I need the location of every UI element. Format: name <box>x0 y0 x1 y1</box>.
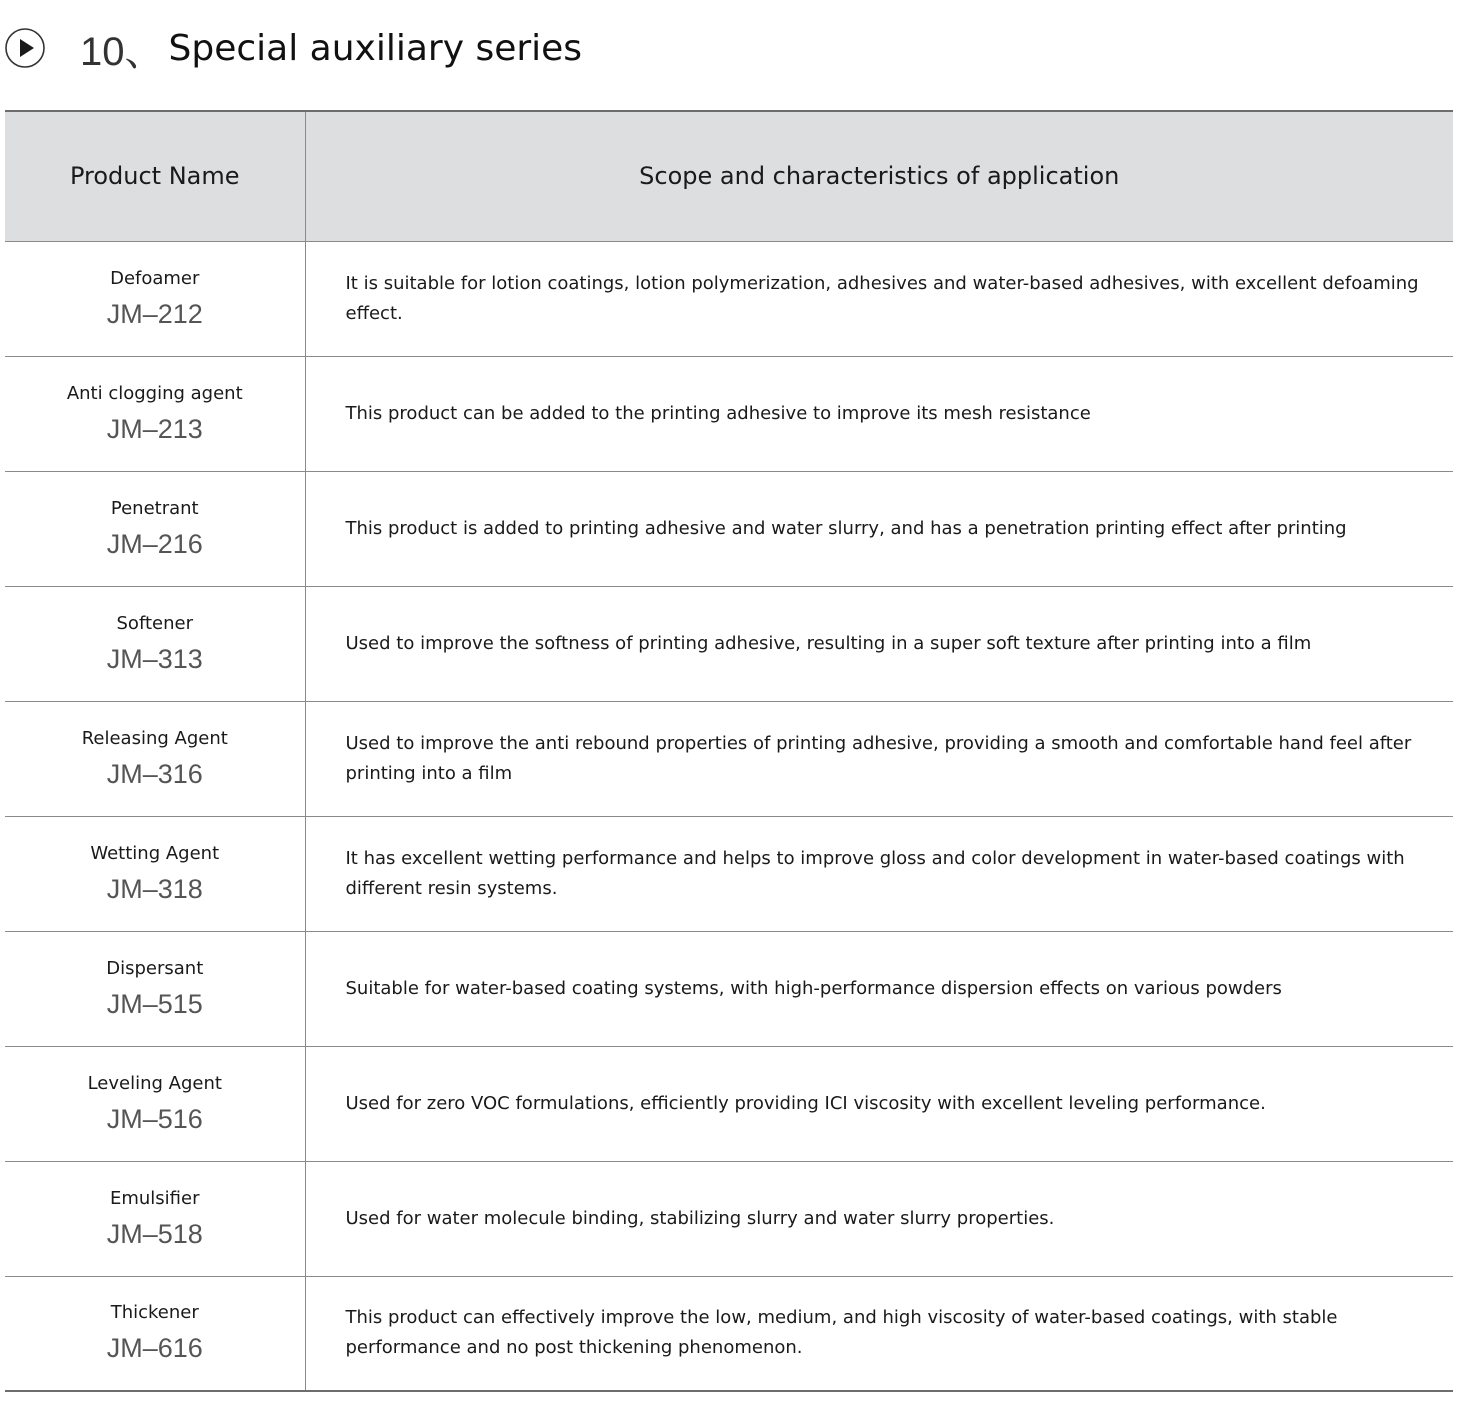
product-name: Dispersant <box>106 957 204 979</box>
product-code: JM–313 <box>106 643 203 674</box>
table-row <box>5 1161 1453 1276</box>
product-name: Leveling Agent <box>87 1072 222 1094</box>
product-code: JM–318 <box>106 873 203 904</box>
product-name: Thickener <box>110 1302 199 1324</box>
product-description: It is suitable for lotion coatings, lotion polymerization, adhesives and water-based adhesives, with excellent defoaming effect. <box>305 241 1453 356</box>
table-row <box>5 586 1453 701</box>
product-description: Used for water molecule binding, stabilizing slurry and water slurry properties. <box>305 1161 1453 1276</box>
product-name-cell <box>5 1276 305 1391</box>
play-circle-icon <box>4 27 46 69</box>
product-name: Wetting Agent <box>90 842 220 864</box>
product-name: Anti clogging agent <box>66 382 243 404</box>
table-row <box>5 816 1453 931</box>
column-header-scope: Scope and characteristics of application <box>305 111 1453 241</box>
product-code: JM–515 <box>106 988 203 1019</box>
product-description: This product is added to printing adhesive and water slurry, and has a penetration printing effect after printing <box>305 471 1453 586</box>
column-header-product-name: Product Name <box>5 111 305 241</box>
table-row <box>5 471 1453 586</box>
section-number: 10、 <box>80 29 165 74</box>
product-description: It has excellent wetting performance and helps to improve gloss and color development in water-based coatings with different resin systems. <box>305 816 1453 931</box>
product-description: Suitable for water-based coating systems, with high-performance dispersion effects on various powders <box>305 931 1453 1046</box>
product-name-cell <box>5 931 305 1046</box>
product-name: Defoamer <box>110 267 200 289</box>
product-name: Emulsifier <box>109 1187 200 1209</box>
header-row <box>5 111 1453 241</box>
product-code: JM–212 <box>106 298 203 329</box>
product-name-cell <box>5 356 305 471</box>
product-table <box>5 110 1453 1392</box>
product-name: Softener <box>116 612 193 634</box>
table-header <box>5 111 1453 241</box>
table-row <box>5 1046 1453 1161</box>
product-description: This product can effectively improve the low, medium, and high viscosity of water-based coatings, with stable performance and no post thickening phenomenon. <box>305 1276 1453 1391</box>
product-name-cell <box>5 701 305 816</box>
product-code: JM–616 <box>106 1333 203 1364</box>
product-description: This product can be added to the printing adhesive to improve its mesh resistance <box>305 356 1453 471</box>
product-name-cell <box>5 816 305 931</box>
product-name-cell <box>5 1046 305 1161</box>
product-description: Used to improve the softness of printing adhesive, resulting in a super soft texture after printing into a film <box>305 586 1453 701</box>
product-name-cell <box>5 471 305 586</box>
product-description: Used to improve the anti rebound properties of printing adhesive, providing a smooth and comfortable hand feel after printing into a film <box>305 701 1453 816</box>
table-row <box>5 356 1453 471</box>
product-code: JM–516 <box>106 1103 203 1134</box>
product-name: Penetrant <box>110 497 199 519</box>
product-name-cell <box>5 241 305 356</box>
product-code: JM–518 <box>106 1218 203 1249</box>
product-name-cell <box>5 586 305 701</box>
table-row <box>5 1276 1453 1391</box>
product-code: JM–316 <box>106 758 203 789</box>
table-body <box>5 241 1453 1391</box>
section-title: Special auxiliary series <box>168 27 583 69</box>
table-row <box>5 241 1453 356</box>
table-row <box>5 931 1453 1046</box>
section-heading <box>4 24 582 72</box>
product-name: Releasing Agent <box>81 727 228 749</box>
table-row <box>5 701 1453 816</box>
product-code: JM–213 <box>106 413 203 444</box>
product-description: Used for zero VOC formulations, efficiently providing ICI viscosity with excellent leveling performance. <box>305 1046 1453 1161</box>
product-code: JM–216 <box>106 528 203 559</box>
product-name-cell <box>5 1161 305 1276</box>
